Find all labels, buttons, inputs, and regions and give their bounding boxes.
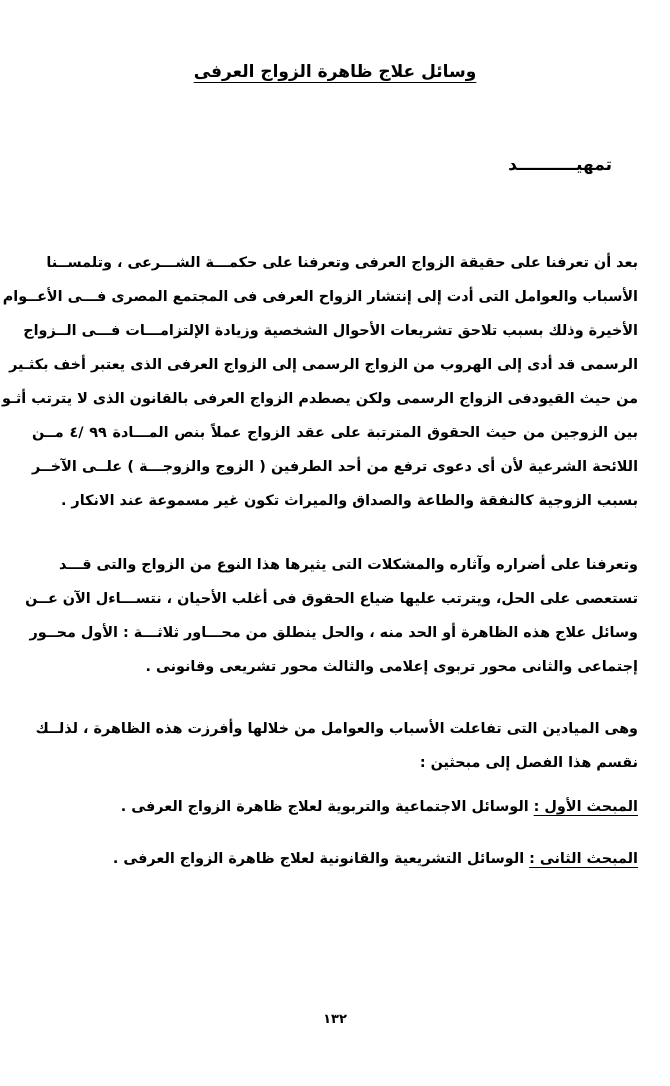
section-item-2-text: الوسائل التشريعية والقانونية لعلاج ظاهرة الزواج العرفى . — [112, 851, 530, 867]
section-item-1 — [121, 797, 638, 817]
paragraph-2-line-4: إجتماعى والثانى محور تربوى إعلامى والثالث محور تشريعى وقانونى . — [145, 659, 638, 675]
paragraph-1-line-6: بين الزوجين من حيث الحقوق المترتبة على عقد الزواج عملاً بنص المـــادة ٩٩ /٤ مــن — [32, 425, 638, 441]
paragraph-3-line-1: وهى الميادين التى تفاعلت الأسباب والعوامل من خلالها وأفرزت هذه الظاهرة ، لذلــك — [35, 721, 638, 737]
paragraph-2-line-2: تستعصى على الحل، ويترتب عليها ضياع الحقوق فى أغلب الأحيان ، نتســـاءل الآن عــن — [25, 591, 638, 607]
paragraph-2-line-1: وتعرفنا على أضراره وآثاره والمشكلات التى يثيرها هذا النوع من الزواج والتى قـــد — [59, 557, 638, 573]
paragraph-2-line-3: وسائل علاج هذه الظاهرة أو الحد منه ، والحل ينطلق من محـــاور ثلاثـــة : الأول محــور — [29, 625, 638, 641]
section-heading-text: تمهيــــــــــد — [508, 155, 612, 175]
paragraph-3-line-2: نقسم هذا الفصل إلى مبحثين : — [419, 755, 638, 771]
paragraph-1-line-2: الأسباب والعوامل التى أدت إلى إنتشار الزواح العرفى فى المجتمع المصرى فـــى الأعــوام — [2, 289, 638, 305]
page-title-text: وسائل علاج ظاهرة الزواج العرفى — [193, 62, 477, 82]
paragraph-1-line-7: اللائحة الشرعية لأن أى دعوى ترفع من أحد الطرفين ( الزوج والزوجـــة ) علــى الآخــر — [32, 459, 638, 475]
section-item-2-label: المبحث الثانى : — [529, 851, 638, 867]
section-item-1-text: الوسائل الاجتماعية والتربوية لعلاج ظاهرة الزواج العرفى . — [120, 799, 534, 815]
paragraph-1-line-4: الرسمى قد أدى إلى الهروب من الزواج الرسمى إلى الزواج العرفى الذى يعتبر أخف بكثـير — [9, 357, 638, 373]
page-number: ١٣٢ — [323, 1012, 347, 1027]
paragraph-1-line-5: من حيث القيودفى الزواج الرسمى ولكن يصطدم الزواج العرفى بالقانون الذى لا يترتب أثـو — [1, 391, 638, 407]
paragraph-1-line-3: الأخيرة وذلك بسبب تلاحق تشريعات الأحوال الشخصية وزيادة الإلتزامـــات فـــى الــزواج — [23, 323, 638, 339]
section-heading — [508, 155, 612, 175]
page-title — [0, 62, 670, 82]
section-item-2 — [113, 849, 638, 869]
paragraph-1-line-1: بعد أن تعرفنا على حقيقة الزواج العرفى وتعرفنا على حكمـــة الشـــرعى ، وتلمســنا — [46, 255, 638, 271]
section-item-1-label: المبحث الأول : — [533, 799, 638, 815]
paragraph-1-line-8: بسبب الزوجية كالنفقة والطاعة والصداق والميراث تكون غير مسموعة عند الانكار . — [60, 493, 638, 509]
